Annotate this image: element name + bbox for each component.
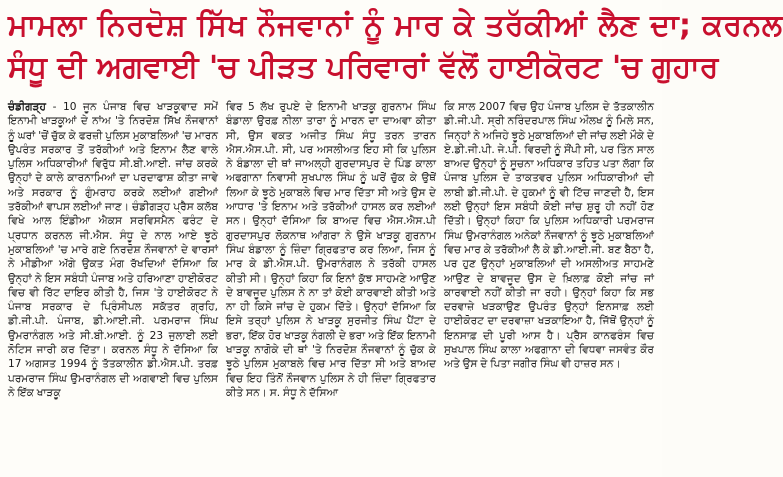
- dateline: ਚੰਡੀਗੜ੍ਹ: [8, 101, 47, 113]
- headline: [8, 6, 783, 88]
- article-column-3: [444, 100, 654, 473]
- column-2-text: ਵਿਰ 5 ਲੱਖ ਰੁਪਏ ਦੇ ਇਨਾਮੀ ਖਾੜਕੂ ਗੁਰਨਾਮ ਸਿੰਘ ਬੰਡਾਲਾ ਉਰਫ਼ ਨੀਲਾ ਤਾਰਾ ਨੂੰ ਮਾਰਨ ਦਾ ਦਾਅਵਾ ਕੀਤਾ ਸੀ, ਉਸ ਵਕਤ ਅਜੀਤ ਸਿੰਘ ਸੰਧੂ ਤਰਨ ਤਾਰਨ ਐਸ.ਐਸ.ਪੀ. ਸੀ, ਪਰ ਅਸਲੀਅਤ ਇਹ ਸੀ ਕਿ ਪੁਲਿਸ ਨੇ ਬੰਡਾਲਾ ਦੀ ਥਾਂ ਜਾਅਲ੍ਹੀ ਗੁਰਦਾਸਪੁਰ ਦੇ ਪਿੰਡ ਕਾਲਾ ਅਫਗਾਨਾ ਨਿਵਾਸੀ ਸੁਖਪਾਲ ਸਿੰਘ ਨੂੰ ਘਰੋਂ ਚੁੱਕ ਕੇ ਉਥੋਂ ਲਿਆ ਕੇ ਝੂਠੇ ਮੁਕਾਬਲੇ ਵਿਚ ਮਾਰ ਦਿੱਤਾ ਸੀ ਅਤੇ ਉਸ ਦੇ ਆਧਾਰ 'ਤੇ ਇਨਾਮ ਅਤੇ ਤਰੱਕੀਆਂ ਹਾਸਲ ਕਰ ਲਈਆਂ ਸਨ। ਉਨ੍ਹਾਂ ਦੱਸਿਆ ਕਿ ਬਾਅਦ ਵਿਚ ਐਸ.ਐਸ.ਪੀ ਗੁਰਦਾਸਪੁਰ ਲੋਕਨਾਥ ਆਂਗਰਾ ਨੇ ਉਸੇ ਖਾੜਕੂ ਗੁਰਨਾਮ ਸਿੰਘ ਬੰਡਾਲਾ ਨੂੰ ਜ਼ਿੰਦਾ ਗ੍ਰਿਫਤਾਰ ਕਰ ਲਿਆ, ਜਿਸ ਨੂੰ ਮਾਰ ਕੇ ਡੀ.ਐਸ.ਪੀ. ਉਮਰਾਨੰਗਲ ਨੇ ਤਰੱਕੀ ਹਾਸਲ ਕੀਤੀ ਸੀ। ਉਨ੍ਹਾਂ ਕਿਹਾ ਕਿ ਇਨਾਂ ਕੁੱਝ ਸਾਹਮਣੇ ਆਉਣ ਦੇ ਬਾਵਜੂਦ ਪੁਲਿਸ ਨੇ ਨਾ ਤਾਂ ਕੋਈ ਕਾਰਵਾਈ ਕੀਤੀ ਅਤੇ ਨਾ ਹੀ ਕਿਸੇ ਜਾਂਚ ਦੇ ਹੁਕਮ ਦਿੱਤੇ। ਉਨ੍ਹਾਂ ਦੱਸਿਆ ਕਿ ਇਸੇ ਤਰ੍ਹਾਂ ਪੁਲਿਸ ਨੇ ਖਾੜਕੂ ਸੁਰਜੀਤ ਸਿੰਘ ਪੈਂਟਾ ਦੇ ਭਰਾ, ਇੱਕ ਹੋਰ ਖਾੜਕੂ ਨੰਗਲੀ ਦੇ ਭਰਾ ਅਤੇ ਇੱਕ ਇਨਾਮੀ ਖਾੜਕੂ ਨਾਗੋਕੇ ਦੀ ਥਾਂ 'ਤੇ ਨਿਰਦੋਸ਼ ਨੌਜਵਾਨਾਂ ਨੂੰ ਚੁੱਕ ਕੇ ਝੂਠੇ ਪੁਲਿਸ ਮੁਕਾਬਲੇ ਵਿਚ ਮਾਰ ਦਿੱਤਾ ਸੀ ਅਤੇ ਬਾਅਦ ਵਿਚ ਇਹ ਤਿੰਨੋਂ ਨੌਜਵਾਨ ਪੁਲਿਸ ਨੇ ਹੀ ਜ਼ਿੰਦਾ ਗ੍ਰਿਫਤਾਰ ਕੀਤੇ ਸਨ। ਸ. ਸੰਧੂ ਨੇ ਦੱਸਿਆ: [226, 101, 436, 399]
- column-1-text: - 10 ਜੂਨ ਪੰਜਾਬ ਵਿਚ ਖਾੜਕੂਵਾਦ ਸਮੇਂ ਇਨਾਮੀ ਖਾੜਕੂਆਂ ਦੇ ਨਾਂਅ 'ਤੇ ਨਿਰਦੋਸ਼ ਸਿੱਖ ਨੌਜਵਾਨਾਂ ਨੂੰ ਘਰਾਂ 'ਚੋਂ ਚੁੱਕ ਕੇ ਫਰਜ਼ੀ ਪੁਲਿਸ ਮੁਕਾਬਲਿਆਂ 'ਚ ਮਾਰਨ ਉਪਰੰਤ ਸਰਕਾਰ ਤੋਂ ਤਰੱਕੀਆਂ ਅਤੇ ਇਨਾਮ ਲੈਣ ਵਾਲੇ ਪੁਲਿਸ ਅਧਿਕਾਰੀਆਂ ਵਿਰੁੱਧ ਸੀ.ਬੀ.ਆਈ. ਜਾਂਚ ਕਰਕੇ ਉਨ੍ਹਾਂ ਦੇ ਕਾਲੇ ਕਾਰਨਾਮਿਆਂ ਦਾ ਪਰਦਾਫਾਸ਼ ਕੀਤਾ ਜਾਵੇ ਅਤੇ ਸਰਕਾਰ ਨੂੰ ਗੁੰਮਰਾਹ ਕਰਕੇ ਲਈਆਂ ਗਈਆਂ ਤਰੱਕੀਆਂ ਵਾਪਸ ਲਈਆਂ ਜਾਣ। ਚੰਡੀਗੜ੍ਹ ਪ੍ਰੈਸ ਕਲੱਬ ਵਿਖੇ ਆਲ ਇੰਡੀਆ ਐਕਸ ਸਰਵਿਸਮੈਨ ਫਰੰਟ ਦੇ ਪ੍ਰਧਾਨ ਕਰਨਲ ਜੀ.ਐਸ. ਸੰਧੂ ਦੇ ਨਾਲ ਆਏ ਝੂਠੇ ਮੁਕਾਬਲਿਆਂ 'ਚ ਮਾਰੇ ਗਏ ਨਿਰਦੋਸ਼ ਨੌਜਵਾਨਾਂ ਦੇ ਵਾਰਸਾਂ ਨੇ ਮੀਡੀਆ ਅੱਗੇ ਉਕਤ ਮੰਗ ਰੱਖਦਿਆਂ ਦੱਸਿਆ ਕਿ ਉਨ੍ਹਾਂ ਨੇ ਇਸ ਸਬੰਧੀ ਪੰਜਾਬ ਅਤੇ ਹਰਿਆਣਾ ਹਾਈਕੋਰਟ ਵਿਚ ਵੀ ਰਿੱਟ ਦਾਇਰ ਕੀਤੀ ਹੈ, ਜਿਸ 'ਤੇ ਹਾਈਕੋਰਟ ਨੇ ਪੰਜਾਬ ਸਰਕਾਰ ਦੇ ਪ੍ਰਿੰਸੀਪਲ ਸਕੱਤਰ ਗ੍ਰਹਿ, ਡੀ.ਜੀ.ਪੀ. ਪੰਜਾਬ, ਡੀ.ਆਈ.ਜੀ. ਪਰਮਰਾਜ ਸਿੰਘ ਉਮਰਾਨੰਗਲ ਅਤੇ ਸੀ.ਬੀ.ਆਈ. ਨੂੰ 23 ਜੁਲਾਈ ਲਈ ਨੋਟਿਸ ਜਾਰੀ ਕਰ ਦਿੱਤਾ। ਕਰਨਲ ਸੰਧੂ ਨੇ ਦੱਸਿਆ ਕਿ 17 ਅਗਸਤ 1994 ਨੂੰ ਤੱਤਕਾਲੀਨ ਡੀ.ਐਸ.ਪੀ. ਤਰਫ਼ ਪਰਮਰਾਜ ਸਿੰਘ ਉਮਰਾਨੰਗਲ ਦੀ ਅਗਵਾਈ ਵਿਚ ਪੁਲਿਸ ਨੇ ਇੱਕ ਖਾੜਕੂ: [8, 101, 218, 399]
- article-body: [8, 100, 654, 473]
- headline-line-1: ਮਾਮਲਾ ਨਿਰਦੋਸ਼ ਸਿੱਖ ਨੌਜਵਾਨਾਂ ਨੂੰ ਮਾਰ ਕੇ ਤਰੱਕੀਆਂ ਲੈਣ ਦਾ; ਕਰਨਲ: [8, 8, 783, 43]
- column-3-text: ਕਿ ਸਾਲ 2007 ਵਿਚ ਉਹ ਪੰਜਾਬ ਪੁਲਿਸ ਦੇ ਤੱਤਕਾਲੀਨ ਡੀ.ਜੀ.ਪੀ. ਸ੍ਰੀ ਨਰਿੰਦਰਪਾਲ ਸਿੰਘ ਔਲਖ ਨੂੰ ਮਿਲੇ ਸਨ, ਜਿਨ੍ਹਾਂ ਨੇ ਅਜਿਹੇ ਝੂਠੇ ਮੁਕਾਬਲਿਆਂ ਦੀ ਜਾਂਚ ਲਈ ਮੌਕੇ ਦੇ ਏ.ਡੀ.ਜੀ.ਪੀ. ਜੇ.ਪੀ. ਵਿਰਦੀ ਨੂੰ ਸੌਂਪੀ ਸੀ, ਪਰ ਤਿੰਨ ਸਾਲ ਬਾਅਦ ਉਨ੍ਹਾਂ ਨੂੰ ਸੂਚਨਾ ਅਧਿਕਾਰ ਤਹਿਤ ਪਤਾ ਲੱਗਾ ਕਿ ਪੰਜਾਬ ਪੁਲਿਸ ਦੇ ਤਾਕਤਵਰ ਪੁਲਿਸ ਅਧਿਕਾਰੀਆਂ ਦੀ ਲਾਬੀ ਡੀ.ਜੀ.ਪੀ. ਦੇ ਹੁਕਮਾਂ ਨੂੰ ਵੀ ਟਿੱਚ ਜਾਣਦੀ ਹੈ, ਇਸ ਲਈ ਉਨ੍ਹਾਂ ਇਸ ਸਬੰਧੀ ਕੋਈ ਜਾਂਚ ਸ਼ੁਰੂ ਹੀ ਨਹੀਂ ਹੋਣ ਦਿੱਤੀ। ਉਨ੍ਹਾਂ ਕਿਹਾ ਕਿ ਪੁਲਿਸ ਅਧਿਕਾਰੀ ਪਰਮਰਾਜ ਸਿੰਘ ਉਮਰਾਨੰਗਲ ਅਨੇਕਾਂ ਨੌਜਵਾਨਾਂ ਨੂੰ ਝੂਠੇ ਮੁਕਾਬਲਿਆਂ ਵਿਚ ਮਾਰ ਕੇ ਤਰੱਕੀਆਂ ਲੈ ਕੇ ਡੀ.ਆਈ.ਜੀ. ਬਣ ਬੈਠਾ ਹੈ, ਪਰ ਹੁਣ ਉਨ੍ਹਾਂ ਮੁਕਾਬਲਿਆਂ ਦੀ ਅਸਲੀਅਤ ਸਾਹਮਣੇ ਆਉਣ ਦੇ ਬਾਵਜੂਦ ਉਸ ਦੇ ਖ਼ਿਲਾਫ਼ ਕੋਈ ਜਾਂਚ ਜਾਂ ਕਾਰਵਾਈ ਨਹੀਂ ਕੀਤੀ ਜਾ ਰਹੀ। ਉਨ੍ਹਾਂ ਕਿਹਾ ਕਿ ਸਭ ਦਰਵਾਜ਼ੇ ਖੜਕਾਉਣ ਉਪਰੰਤ ਉਨ੍ਹਾਂ ਇਨਸਾਫ਼ ਲਈ ਹਾਈਕੋਰਟ ਦਾ ਦਰਵਾਜ਼ਾ ਖੜਕਾਇਆ ਹੈ, ਜਿੱਥੋਂ ਉਨ੍ਹਾਂ ਨੂੰ ਇਨਸਾਫ਼ ਦੀ ਪੂਰੀ ਆਸ ਹੈ। ਪ੍ਰੈਸ ਕਾਨਫਰੰਸ ਵਿਚ ਸੁਖਪਾਲ ਸਿੰਘ ਕਾਲਾ ਅਫਗਾਨਾ ਦੀ ਵਿਧਵਾ ਜਸਵੰਤ ਕੌਰ ਅਤੇ ਉਸ ਦੇ ਪਿਤਾ ਜਗੀਰ ਸਿੰਘ ਵੀ ਹਾਜ਼ਰ ਸਨ।: [444, 101, 654, 371]
- headline-line-2: ਸੰਧੂ ਦੀ ਅਗਵਾਈ 'ਚ ਪੀੜਤ ਪਰਿਵਾਰਾਂ ਵੱਲੋਂ ਹਾਈਕੋਰਟ 'ਚ ਗੁਹਾਰ: [8, 50, 719, 85]
- article-column-1: [8, 100, 218, 473]
- article-column-2: [226, 100, 436, 473]
